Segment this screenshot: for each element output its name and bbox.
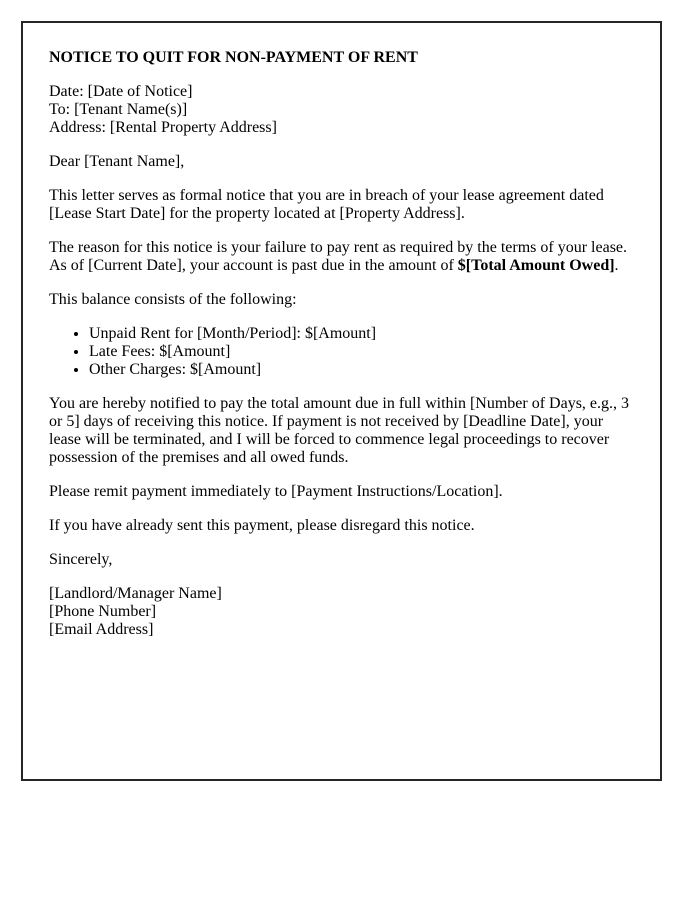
paragraph-remit: Please remit payment immediately to [Payment Instructions/Location].	[49, 483, 503, 500]
signature-line-phone: [Phone Number]	[49, 603, 157, 620]
balance-item-unpaid-rent: • Unpaid Rent for [Month/Period]: $[Amount]	[89, 325, 634, 343]
letter-header-block	[49, 83, 634, 137]
balance-item-late-fees: • Late Fees: $[Amount]	[89, 343, 634, 361]
balance-intro: This balance consists of the following:	[49, 291, 297, 308]
salutation: Dear [Tenant Name],	[49, 153, 185, 170]
header-line-date: Date: [Date of Notice]	[49, 83, 193, 100]
closing: Sincerely,	[49, 551, 113, 568]
balance-item-other-charges: • Other Charges: $[Amount]	[89, 361, 634, 379]
paragraph-reason	[49, 239, 634, 275]
letter-page	[21, 21, 662, 781]
reason-period: .	[614, 257, 619, 274]
signature-block	[49, 585, 634, 639]
paragraph-disregard: If you have already sent this payment, please disregard this notice.	[49, 517, 475, 534]
paragraph-demand: You are hereby notified to pay the total amount due in full within [Number of Days, e.g., 3 or 5] days of receiving this notice. If payment is not received by [Deadline Date], your lease will be terminated, and I will be forced to commence legal proceedings to recover possession of the premises and all owed funds.	[49, 395, 630, 466]
reason-text: The reason for this notice is your failure to pay rent as required by the terms of your lease. As of [Current Date], your account is past due in the amount of	[49, 239, 628, 274]
header-line-address: Address: [Rental Property Address]	[49, 119, 277, 136]
signature-line-name: [Landlord/Manager Name]	[49, 585, 222, 602]
paragraph-breach-notice: This letter serves as formal notice that you are in breach of your lease agreement dated [Lease Start Date] for the property located at [Property Address].	[49, 187, 604, 222]
total-amount-owed: $[Total Amount Owed]	[457, 257, 615, 274]
signature-line-email: [Email Address]	[49, 621, 154, 638]
balance-list	[49, 325, 634, 379]
header-line-to: To: [Tenant Name(s)]	[49, 101, 188, 118]
letter-title: NOTICE TO QUIT FOR NON-PAYMENT OF RENT	[49, 49, 418, 66]
